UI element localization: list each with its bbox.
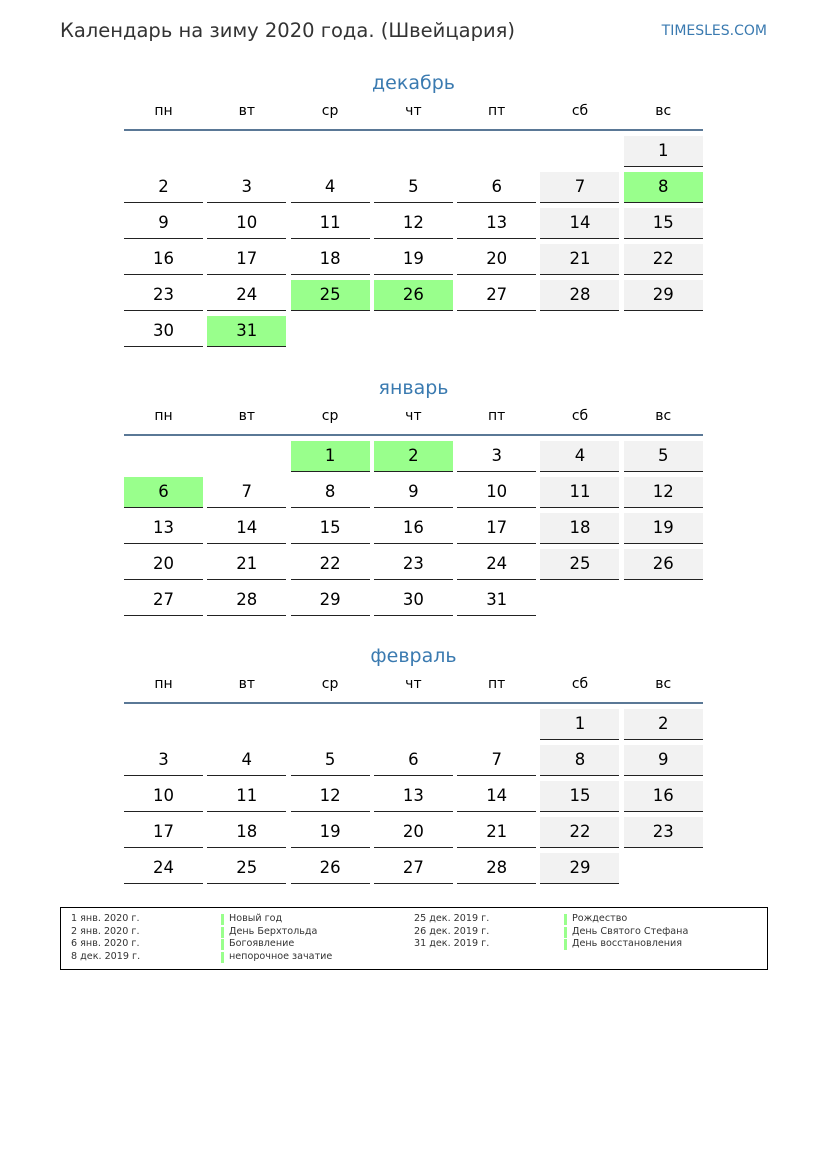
empty-cell xyxy=(291,136,370,167)
weekday-label: пн xyxy=(154,676,173,692)
day-cell[interactable]: 21 xyxy=(457,817,536,848)
day-cell[interactable]: 21 xyxy=(207,549,286,580)
day-cell[interactable]: 7 xyxy=(540,172,619,203)
weekday-label: вс xyxy=(655,676,672,692)
day-cell[interactable]: 3 xyxy=(207,172,286,203)
day-cell[interactable]: 24 xyxy=(207,280,286,311)
day-cell[interactable]: 13 xyxy=(457,208,536,239)
day-cell[interactable]: 25 xyxy=(207,853,286,884)
legend-date: 1 янв. 2020 г. xyxy=(71,913,140,924)
day-cell[interactable]: 28 xyxy=(457,853,536,884)
empty-cell xyxy=(207,136,286,167)
day-cell[interactable]: 17 xyxy=(457,513,536,544)
day-cell[interactable]: 2 xyxy=(624,709,703,740)
legend-item xyxy=(71,913,414,926)
month-name: январь xyxy=(378,377,449,399)
day-cell[interactable]: 29 xyxy=(540,853,619,884)
day-cell[interactable]: 22 xyxy=(540,817,619,848)
day-cell[interactable]: 6 xyxy=(457,172,536,203)
day-cell[interactable]: 27 xyxy=(457,280,536,311)
empty-cell xyxy=(457,709,536,740)
day-cell[interactable]: 9 xyxy=(374,477,453,508)
legend-holiday-name: Новый год xyxy=(229,913,283,924)
days-grid xyxy=(124,709,703,884)
site-link[interactable]: TIMESLES.COM xyxy=(661,23,767,39)
day-cell[interactable]: 27 xyxy=(374,853,453,884)
weekday-label: чт xyxy=(405,676,422,692)
day-cell[interactable]: 22 xyxy=(624,244,703,275)
legend-item xyxy=(414,926,757,939)
day-cell[interactable]: 16 xyxy=(374,513,453,544)
day-cell[interactable]: 16 xyxy=(124,244,203,275)
day-cell[interactable]: 25 xyxy=(540,549,619,580)
day-cell[interactable]: 14 xyxy=(207,513,286,544)
legend-column xyxy=(71,913,414,969)
day-cell[interactable]: 12 xyxy=(374,208,453,239)
legend-item xyxy=(414,913,757,926)
day-cell[interactable]: 18 xyxy=(291,244,370,275)
day-cell[interactable]: 28 xyxy=(540,280,619,311)
day-cell[interactable]: 9 xyxy=(624,745,703,776)
empty-cell xyxy=(207,441,286,472)
empty-cell xyxy=(291,709,370,740)
days-grid xyxy=(124,136,703,347)
day-cell[interactable]: 2 xyxy=(124,172,203,203)
weekday-label: вт xyxy=(238,676,255,692)
day-cell[interactable]: 25 xyxy=(291,280,370,311)
weekday-label: чт xyxy=(405,103,422,119)
day-cell[interactable]: 22 xyxy=(291,549,370,580)
day-cell[interactable]: 5 xyxy=(374,172,453,203)
holiday-color-mark xyxy=(564,914,567,925)
day-cell[interactable]: 5 xyxy=(624,441,703,472)
day-cell[interactable]: 17 xyxy=(124,817,203,848)
day-cell[interactable]: 31 xyxy=(457,585,536,616)
day-cell[interactable]: 7 xyxy=(457,745,536,776)
day-cell[interactable]: 17 xyxy=(207,244,286,275)
holiday-color-mark xyxy=(221,952,224,963)
holiday-color-mark xyxy=(221,914,224,925)
day-cell[interactable]: 15 xyxy=(291,513,370,544)
empty-cell xyxy=(124,136,203,167)
legend-item xyxy=(71,938,414,951)
weekday-label: чт xyxy=(405,408,422,424)
month-february xyxy=(124,641,703,884)
weekday-header xyxy=(124,403,703,436)
day-cell[interactable]: 3 xyxy=(124,745,203,776)
weekday-label: сб xyxy=(571,676,589,692)
day-cell[interactable]: 4 xyxy=(291,172,370,203)
weekday-label: вт xyxy=(238,103,255,119)
weekday-label: пн xyxy=(154,103,173,119)
weekday-label: ср xyxy=(321,408,339,424)
day-cell[interactable]: 13 xyxy=(124,513,203,544)
day-cell[interactable]: 15 xyxy=(624,208,703,239)
day-cell[interactable]: 4 xyxy=(207,745,286,776)
month-december xyxy=(124,68,703,347)
day-cell[interactable]: 8 xyxy=(540,745,619,776)
empty-cell xyxy=(540,136,619,167)
day-cell[interactable]: 16 xyxy=(624,781,703,812)
day-cell[interactable]: 30 xyxy=(124,316,203,347)
holiday-color-mark xyxy=(564,927,567,938)
holiday-color-mark xyxy=(564,939,567,950)
month-name: февраль xyxy=(370,645,457,667)
day-cell[interactable]: 1 xyxy=(291,441,370,472)
month-january xyxy=(124,373,703,616)
legend-holiday-name: День восстановления xyxy=(572,938,683,950)
day-cell[interactable]: 11 xyxy=(207,781,286,812)
day-cell[interactable]: 8 xyxy=(624,172,703,203)
day-cell[interactable]: 20 xyxy=(124,549,203,580)
legend-holiday-name: Богоявление xyxy=(229,938,295,950)
holiday-legend xyxy=(60,907,768,970)
day-cell[interactable]: 11 xyxy=(291,208,370,239)
day-cell[interactable]: 3 xyxy=(457,441,536,472)
empty-cell xyxy=(124,709,203,740)
weekday-label: ср xyxy=(321,103,339,119)
day-cell[interactable]: 28 xyxy=(207,585,286,616)
legend-holiday-name: непорочное зачатие xyxy=(229,950,333,962)
legend-item xyxy=(71,926,414,939)
legend-holiday-name: Рождество xyxy=(572,913,628,924)
day-cell[interactable]: 24 xyxy=(124,853,203,884)
empty-cell xyxy=(124,441,203,472)
day-cell[interactable]: 30 xyxy=(374,585,453,616)
legend-item xyxy=(414,938,757,951)
day-cell[interactable]: 26 xyxy=(624,549,703,580)
day-cell[interactable]: 31 xyxy=(207,316,286,347)
weekday-label: сб xyxy=(571,408,589,424)
empty-cell xyxy=(457,136,536,167)
day-cell[interactable]: 2 xyxy=(374,441,453,472)
days-grid xyxy=(124,441,703,616)
day-cell[interactable]: 7 xyxy=(207,477,286,508)
day-cell[interactable]: 29 xyxy=(291,585,370,616)
legend-date: 25 дек. 2019 г. xyxy=(414,913,490,924)
day-cell[interactable]: 21 xyxy=(540,244,619,275)
day-cell[interactable]: 19 xyxy=(624,513,703,544)
weekday-label: вс xyxy=(655,408,672,424)
holiday-color-mark xyxy=(221,927,224,938)
page-title: Календарь на зиму 2020 года. (Швейцария) xyxy=(60,19,515,42)
day-cell[interactable]: 20 xyxy=(457,244,536,275)
weekday-label: ср xyxy=(321,676,339,692)
day-cell[interactable]: 15 xyxy=(540,781,619,812)
weekday-label: пт xyxy=(488,408,506,424)
day-cell[interactable]: 19 xyxy=(291,817,370,848)
legend-date: 26 дек. 2019 г. xyxy=(414,925,490,937)
legend-date: 31 дек. 2019 г. xyxy=(414,938,490,950)
weekday-label: пт xyxy=(488,676,506,692)
day-cell[interactable]: 26 xyxy=(291,853,370,884)
day-cell[interactable]: 20 xyxy=(374,817,453,848)
day-cell[interactable]: 5 xyxy=(291,745,370,776)
month-name: декабрь xyxy=(372,72,455,94)
day-cell[interactable]: 23 xyxy=(374,549,453,580)
day-cell[interactable]: 12 xyxy=(291,781,370,812)
day-cell[interactable]: 29 xyxy=(624,280,703,311)
weekday-label: вс xyxy=(655,103,672,119)
empty-cell xyxy=(207,709,286,740)
empty-cell xyxy=(374,136,453,167)
day-cell[interactable]: 13 xyxy=(374,781,453,812)
day-cell[interactable]: 10 xyxy=(457,477,536,508)
day-cell[interactable]: 10 xyxy=(124,781,203,812)
empty-cell xyxy=(374,709,453,740)
legend-date: 2 янв. 2020 г. xyxy=(71,925,140,937)
legend-date: 8 дек. 2019 г. xyxy=(71,950,141,962)
day-cell[interactable]: 19 xyxy=(374,244,453,275)
day-cell[interactable]: 6 xyxy=(124,477,203,508)
day-cell[interactable]: 8 xyxy=(291,477,370,508)
legend-holiday-name: День Берхтольда xyxy=(229,925,318,937)
day-cell[interactable]: 23 xyxy=(624,817,703,848)
day-cell[interactable]: 1 xyxy=(540,709,619,740)
day-cell[interactable]: 14 xyxy=(540,208,619,239)
day-cell[interactable]: 6 xyxy=(374,745,453,776)
weekday-label: пт xyxy=(488,103,506,119)
day-cell[interactable]: 14 xyxy=(457,781,536,812)
day-cell[interactable]: 1 xyxy=(624,136,703,167)
weekday-label: вт xyxy=(238,408,255,424)
day-cell[interactable]: 10 xyxy=(207,208,286,239)
day-cell[interactable]: 12 xyxy=(624,477,703,508)
day-cell[interactable]: 9 xyxy=(124,208,203,239)
day-cell[interactable]: 24 xyxy=(457,549,536,580)
legend-date: 6 янв. 2020 г. xyxy=(71,938,140,950)
holiday-color-mark xyxy=(221,939,224,950)
weekday-label: сб xyxy=(571,103,589,119)
day-cell[interactable]: 4 xyxy=(540,441,619,472)
weekday-label: пн xyxy=(154,408,173,424)
day-cell[interactable]: 18 xyxy=(207,817,286,848)
legend-item xyxy=(71,951,414,964)
legend-column xyxy=(414,913,757,969)
day-cell[interactable]: 26 xyxy=(374,280,453,311)
day-cell[interactable]: 27 xyxy=(124,585,203,616)
legend-holiday-name: День Святого Стефана xyxy=(572,925,689,937)
weekday-header xyxy=(124,98,703,131)
day-cell[interactable]: 11 xyxy=(540,477,619,508)
day-cell[interactable]: 23 xyxy=(124,280,203,311)
weekday-header xyxy=(124,671,703,704)
day-cell[interactable]: 18 xyxy=(540,513,619,544)
